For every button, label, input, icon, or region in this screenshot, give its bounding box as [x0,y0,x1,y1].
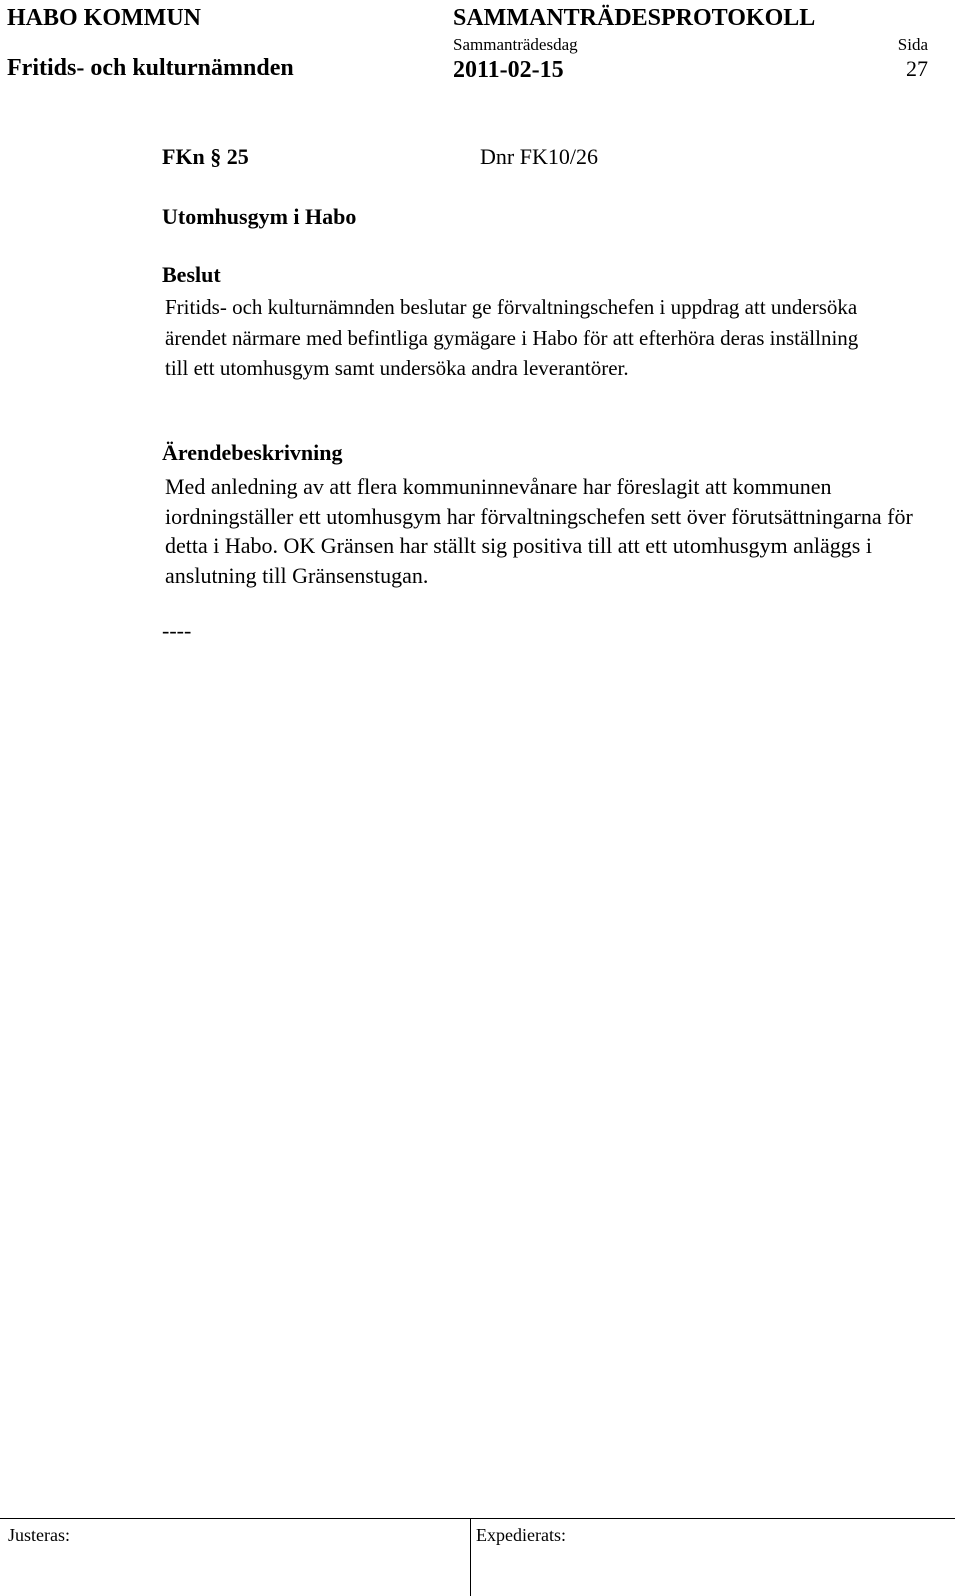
case-title: Utomhusgym i Habo [162,204,357,229]
description-heading: Ärendebeskrivning [162,440,343,465]
dnr-number: Dnr FK10/26 [480,144,598,169]
footer-column-divider [470,1518,471,1596]
page-label: Sida [897,35,928,54]
document-type: SAMMANTRÄDESPROTOKOLL [453,5,816,31]
meeting-date: 2011-02-15 [453,57,564,83]
decision-text: Fritids- och kulturnämnden beslutar ge förvaltningschefen i uppdrag att undersöka ärendet närmare med befintliga gymägare i Habo för att efterhöra deras inställning till ett utomhusgym samt undersöka andra leverantörer. [165,295,859,380]
case-number: FKn § 25 [162,144,249,169]
meeting-date-label: Sammanträdesdag [453,35,578,54]
expedierats-label: Expedierats: [476,1525,566,1545]
footer-divider [0,1518,955,1519]
separator: ---- [162,618,192,643]
organization-name: HABO KOMMUN [7,5,201,31]
justeras-label: Justeras: [8,1525,70,1545]
page-number: 27 [906,56,928,81]
description-text: Med anledning av att flera kommuninnevånare har föreslagit att kommunen iordningställer ett utomhusgym har förvaltningschefen sett över förutsättningarna för detta i Habo. OK Gränsen har ställt sig positiva till att ett utomhusgym anläggs i anslutning till Gränsenstugan. [165,474,913,588]
committee-name: Fritids- och kulturnämnden [7,55,294,81]
decision-heading: Beslut [162,262,221,287]
